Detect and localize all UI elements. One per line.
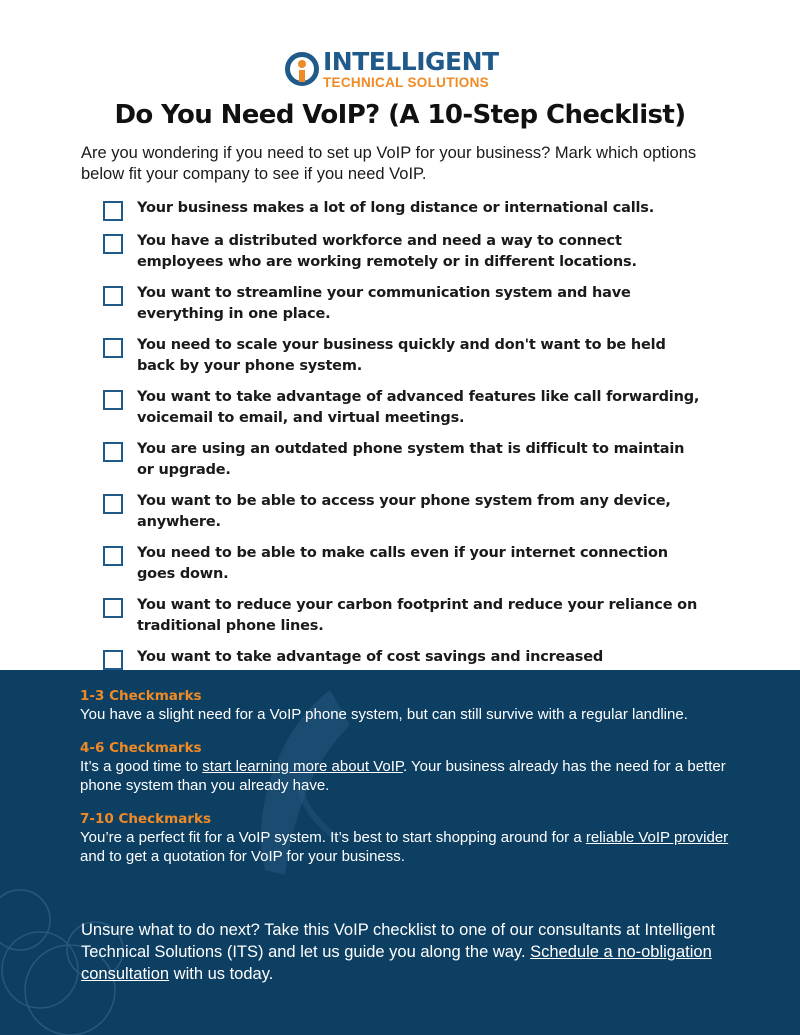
level-heading: 4-6 Checkmarks xyxy=(80,739,202,756)
checklist-item-text: You need to scale your business quickly and don't want to be held back by your phone system. xyxy=(137,337,666,374)
checklist-item xyxy=(103,335,703,377)
level-body-text: and to get a quotation for VoIP for your business. xyxy=(80,848,405,865)
checkbox[interactable] xyxy=(103,546,123,566)
checkbox[interactable] xyxy=(103,442,123,462)
checklist-item-text: You are using an outdated phone system that is difficult to maintain or upgrade. xyxy=(137,441,685,478)
call-to-action xyxy=(81,919,731,985)
cta-text: with us today. xyxy=(169,965,274,983)
level-body xyxy=(80,757,730,796)
checkbox[interactable] xyxy=(103,201,123,221)
checklist-item xyxy=(103,543,703,585)
checklist-item xyxy=(103,231,703,273)
logo-line-2: TECHNICAL SOLUTIONS xyxy=(323,74,489,90)
level-body-text: It’s a good time to xyxy=(80,757,203,775)
checklist-item xyxy=(103,595,703,637)
checklist-item xyxy=(103,198,703,221)
checklist-item-text: You need to be able to make calls even if your internet connection goes down. xyxy=(137,545,668,582)
logo-text xyxy=(323,46,499,90)
level-body: You have a slight need for a VoIP phone system, but can still survive with a regular landline. xyxy=(80,706,688,723)
level-heading: 1-3 Checkmarks xyxy=(80,688,202,704)
level-heading: 7-10 Checkmarks xyxy=(80,810,211,827)
checkbox[interactable] xyxy=(103,234,123,254)
company-logo xyxy=(285,48,499,90)
level-body xyxy=(80,828,730,867)
checkbox[interactable] xyxy=(103,390,123,410)
checklist-item-text: You have a distributed workforce and need a way to connect employees who are working remotely or in different locations. xyxy=(137,233,637,270)
checklist-item-text: You want to streamline your communication system and have everything in one place. xyxy=(137,285,631,322)
intro-text: Are you wondering if you need to set up VoIP for your business? Mark which options below fit your company to see if you need VoIP. xyxy=(81,144,697,183)
checklist-item xyxy=(103,491,703,533)
level-4-6 xyxy=(80,739,730,796)
checklist-item-text: Your business makes a lot of long distance or international calls. xyxy=(137,200,655,216)
results-panel xyxy=(0,670,800,1035)
checklist xyxy=(103,198,703,699)
level-1-3 xyxy=(80,687,730,725)
checklist-item xyxy=(103,283,703,325)
checkbox[interactable] xyxy=(103,494,123,514)
logo-icon xyxy=(285,52,319,86)
voip-provider-link[interactable]: reliable VoIP provider xyxy=(585,828,729,846)
checkbox[interactable] xyxy=(103,650,123,670)
checklist-item xyxy=(103,439,703,481)
page-title: Do You Need VoIP? (A 10-Step Checklist) xyxy=(114,100,686,130)
checkbox[interactable] xyxy=(103,338,123,358)
level-body-text: . Your business already has the need for a better phone system than you already have. xyxy=(80,757,726,794)
checkbox[interactable] xyxy=(103,598,123,618)
checklist-item-text: You want to be able to access your phone system from any device, anywhere. xyxy=(137,493,671,530)
checklist-item xyxy=(103,387,703,429)
logo-line-1: INTELLIGENT xyxy=(323,46,499,76)
checklist-item-text: You want to take advantage of advanced features like call forwarding, voicemail to email, and virtual meetings. xyxy=(137,389,700,426)
checkbox[interactable] xyxy=(103,286,123,306)
checklist-item-text: You want to take advantage of cost savings and increased xyxy=(137,649,604,665)
checklist-item-text: You want to reduce your carbon footprint and reduce your reliance on traditional phone lines. xyxy=(137,597,698,634)
schedule-consultation-link[interactable]: Schedule a no-obligation consultation xyxy=(81,943,712,983)
level-7-10 xyxy=(80,810,730,867)
cta-text: Unsure what to do next? Take this VoIP checklist to one of our consultants at Intelligent Technical Solutions (ITS) and let us guide you along the way. xyxy=(81,921,716,961)
learn-voip-link[interactable]: start learning more about VoIP xyxy=(202,757,403,775)
level-body-text: You’re a perfect fit for a VoIP system. It’s best to start shopping around for a xyxy=(80,828,586,846)
checkmark-levels xyxy=(80,687,730,881)
